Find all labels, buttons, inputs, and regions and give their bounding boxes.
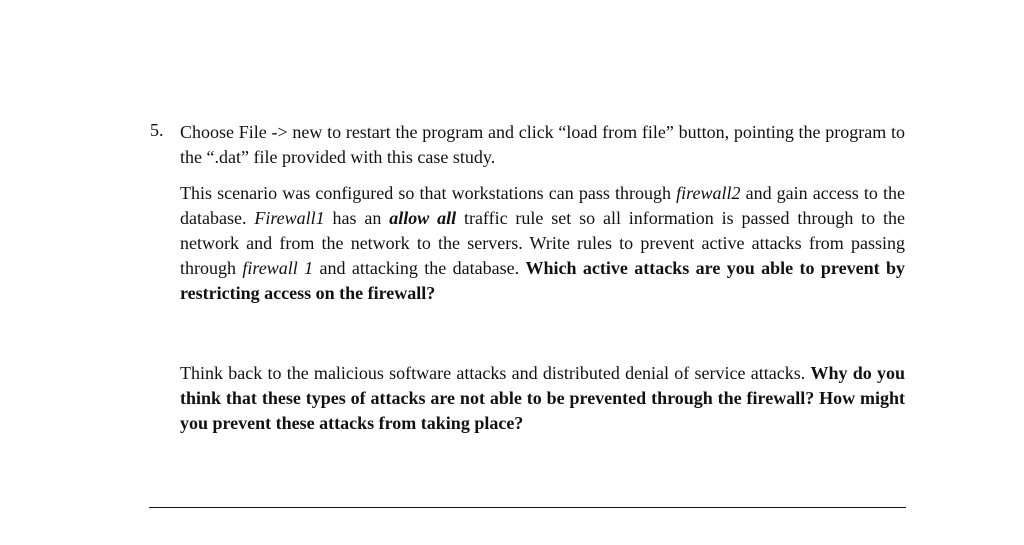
question-active-attacks: Which active attacks are you able to prevent by restricting access on the firewall? <box>180 258 905 303</box>
firewall-1-term: firewall 1 <box>242 258 314 278</box>
firewall2-term: firewall2 <box>676 183 741 203</box>
question-prevention: Why do you think that these types of attacks are not able to be prevented through the firewall? How might you prevent these attacks from taking place? <box>180 363 905 433</box>
allow-all-term: allow all <box>389 208 457 228</box>
reflection-paragraph <box>180 361 905 436</box>
scenario-text: has an <box>324 208 390 228</box>
scenario-text: and attacking the database. <box>313 258 526 278</box>
scenario-text: traffic rule set so all information is passed through to the network and from the network to the servers. Write rules to prevent active attacks from passing through <box>180 208 906 278</box>
scenario-paragraph <box>180 181 905 306</box>
divider-line <box>149 507 906 508</box>
reflection-text: Think back to the malicious software attacks and distributed denial of service attacks. <box>180 363 811 383</box>
scenario-text: This scenario was configured so that workstations can pass through <box>180 183 677 203</box>
question-item-5 <box>150 120 905 436</box>
scenario-text: and gain access to the database. <box>180 183 905 228</box>
firewall1-term: Firewall1 <box>254 208 325 228</box>
item-number: 5. <box>150 120 164 140</box>
instruction-paragraph: Choose File -> new to restart the program and click “load from file” button, pointing the program to the “.dat” file provided with this case study. <box>180 122 905 167</box>
